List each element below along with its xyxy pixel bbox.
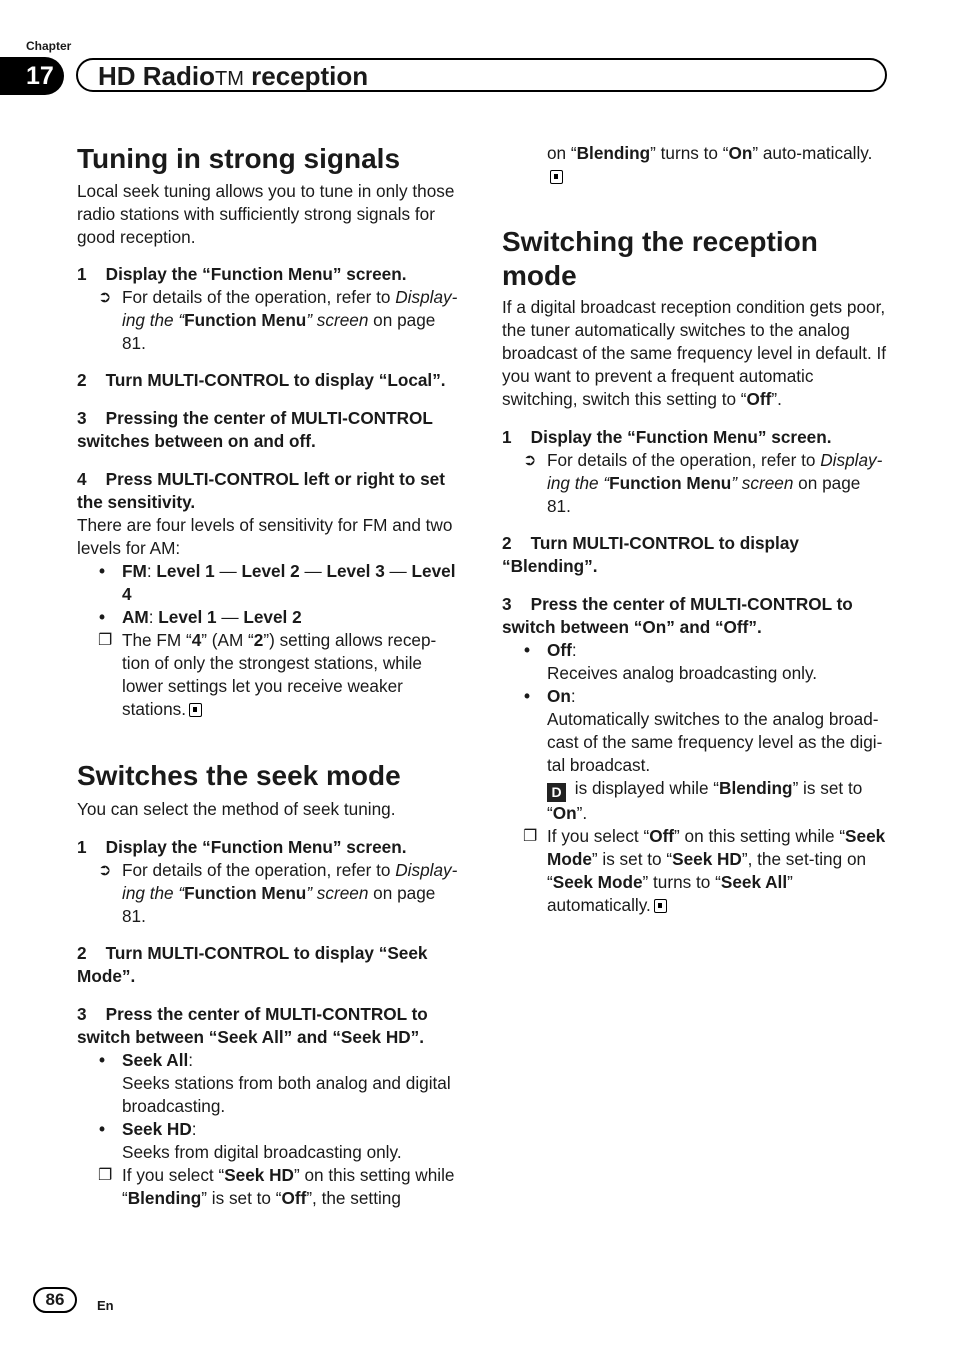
checkbox-icon: ❐: [523, 828, 538, 845]
chapter-number-tab: 17: [0, 57, 64, 95]
digital-indicator-icon: D: [547, 783, 566, 802]
intro-strong-signals: Local seek tuning allows you to tune in only those radio stations with sufficiently strong signals for good reception.: [77, 181, 455, 247]
step-2-reception: 2 Turn MULTI-CONTROL to display “Blending”.: [502, 533, 799, 576]
checkbox-icon: ❐: [98, 1167, 113, 1184]
on-item: • On:: [524, 686, 576, 706]
seek-hd-desc: Seeks from digital broadcasting only.: [122, 1142, 402, 1162]
seek-all-item: • Seek All:: [99, 1050, 194, 1070]
heading-seek-mode: Switches the seek mode: [77, 760, 401, 791]
step-2-seek: 2 Turn MULTI-CONTROL to display “Seek Mode”.: [77, 943, 428, 986]
on-desc: Automatically switches to the analog broad-cast of the same frequency level as the digi-tal broadcast.: [547, 709, 883, 775]
digital-indicator-text: D is displayed while “Blending” is set to “On”.: [547, 778, 863, 823]
right-column: [502, 142, 888, 917]
off-item: • Off:: [524, 640, 577, 660]
step-1-reception: 1 Display the “Function Menu” screen.: [502, 427, 832, 447]
checkbox-icon: ❐: [98, 632, 113, 649]
seek-note-part2: on “Blending” turns to “On” auto-matically.: [547, 142, 888, 188]
step-1-seek: 1 Display the “Function Menu” screen.: [77, 837, 407, 857]
off-desc: Receives analog broadcasting only.: [547, 663, 818, 683]
end-mark-icon: [550, 170, 563, 184]
am-levels-item: • AM: Level 1 — Level 2: [99, 607, 302, 627]
detail-note-seek: ➲ For details of the operation, refer to Display-ing the “Function Menu” screen on page 81.: [98, 860, 458, 926]
end-mark-icon: [654, 899, 667, 913]
step-4-text: There are four levels of sensitivity for FM and two levels for AM:: [77, 515, 453, 558]
seek-all-desc: Seeks stations from both analog and digital broadcasting.: [122, 1073, 451, 1116]
page-title: HD RadioTM reception: [98, 61, 369, 91]
heading-strong-signals: Tuning in strong signals: [77, 143, 401, 174]
step-3-seek: 3 Press the center of MULTI-CONTROL to switch between “Seek All” and “Seek HD”.: [77, 1004, 428, 1047]
reception-note: ❐ If you select “Off” on this setting while “Seek Mode” is set to “Seek HD”, the set-ting on “Seek Mode” turns to “Seek All” automatically.: [523, 826, 886, 915]
fm-levels-item: • FM: Level 1 — Level 2 — Level 3 — Level 4: [99, 561, 456, 604]
sensitivity-note: ❐ The FM “4” (AM “2”) setting allows recep-tion of only the strongest stations, while lower settings let you receive weaker stations.: [98, 630, 437, 719]
seek-note-part1: ❐ If you select “Seek HD” on this setting while “Blending” is set to “Off”, the setting: [98, 1165, 455, 1208]
step-2-strong: 2 Turn MULTI-CONTROL to display “Local”.: [77, 370, 446, 390]
end-mark-icon: [189, 703, 202, 717]
language-label: En: [97, 1298, 114, 1313]
page-number: 86: [33, 1287, 77, 1313]
arrow-icon: ➲: [98, 862, 112, 879]
step-1-strong: 1 Display the “Function Menu” screen.: [77, 264, 407, 284]
heading-reception-mode: Switching the reception mode: [502, 226, 818, 291]
chapter-label: Chapter: [26, 39, 72, 53]
intro-seek-mode: You can select the method of seek tuning.: [77, 799, 396, 819]
detail-note-strong: ➲ For details of the operation, refer to Display-ing the “Function Menu” screen on page 81.: [98, 287, 458, 353]
step-4-strong: 4 Press MULTI-CONTROL left or right to set the sensitivity.: [77, 469, 445, 512]
arrow-icon: ➲: [98, 289, 112, 306]
left-column: [77, 142, 463, 1210]
step-3-reception: 3 Press the center of MULTI-CONTROL to switch between “On” and “Off”.: [502, 594, 853, 637]
seek-hd-item: • Seek HD:: [99, 1119, 197, 1139]
arrow-icon: ➲: [523, 452, 537, 469]
intro-reception-mode: If a digital broadcast reception condition gets poor, the tuner automatically switches to the analog broadcast of the same frequency level in default. If you want to prevent a frequent automatic switching, switch this setting to “Off”.: [502, 297, 887, 409]
detail-note-reception: ➲ For details of the operation, refer to Display-ing the “Function Menu” screen on page 81.: [523, 450, 883, 516]
step-3-strong: 3 Pressing the center of MULTI-CONTROL switches between on and off.: [77, 408, 433, 451]
